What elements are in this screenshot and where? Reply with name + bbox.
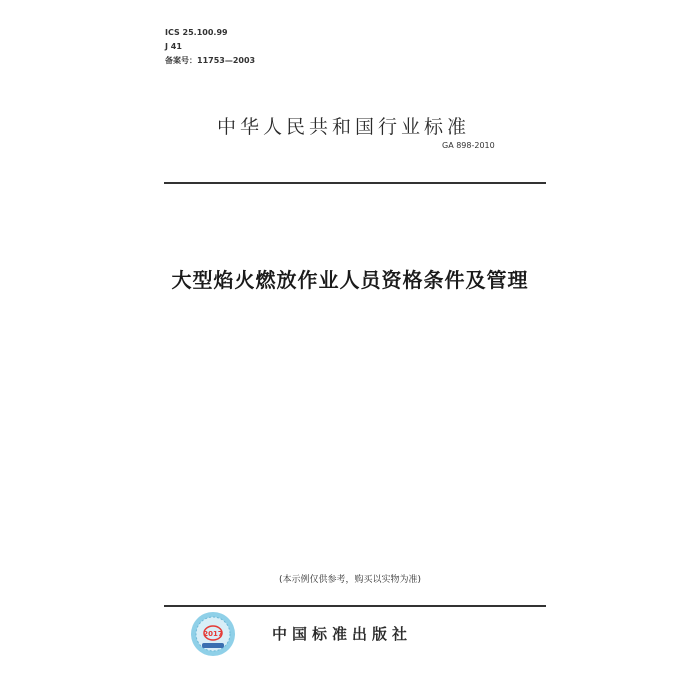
- sample-notice: (本示例仅供参考，购买以实物为准): [278, 575, 422, 585]
- seal-year: 2017: [203, 630, 223, 638]
- bottom-divider: [164, 605, 546, 607]
- publisher-seal-icon: [190, 611, 236, 657]
- record-number: 备案号：11753—2003: [165, 56, 256, 65]
- classification-code: J 41: [165, 42, 182, 51]
- publisher-name: 中国标准出版社: [272, 625, 413, 643]
- standard-number: GA 898-2010: [442, 141, 495, 150]
- top-divider: [164, 182, 546, 184]
- standard-type-heading: 中华人民共和国行业标准: [217, 116, 471, 138]
- document-title: 大型焰火燃放作业人员资格条件及管理: [171, 268, 529, 292]
- ics-code: ICS 25.100.99: [165, 28, 228, 37]
